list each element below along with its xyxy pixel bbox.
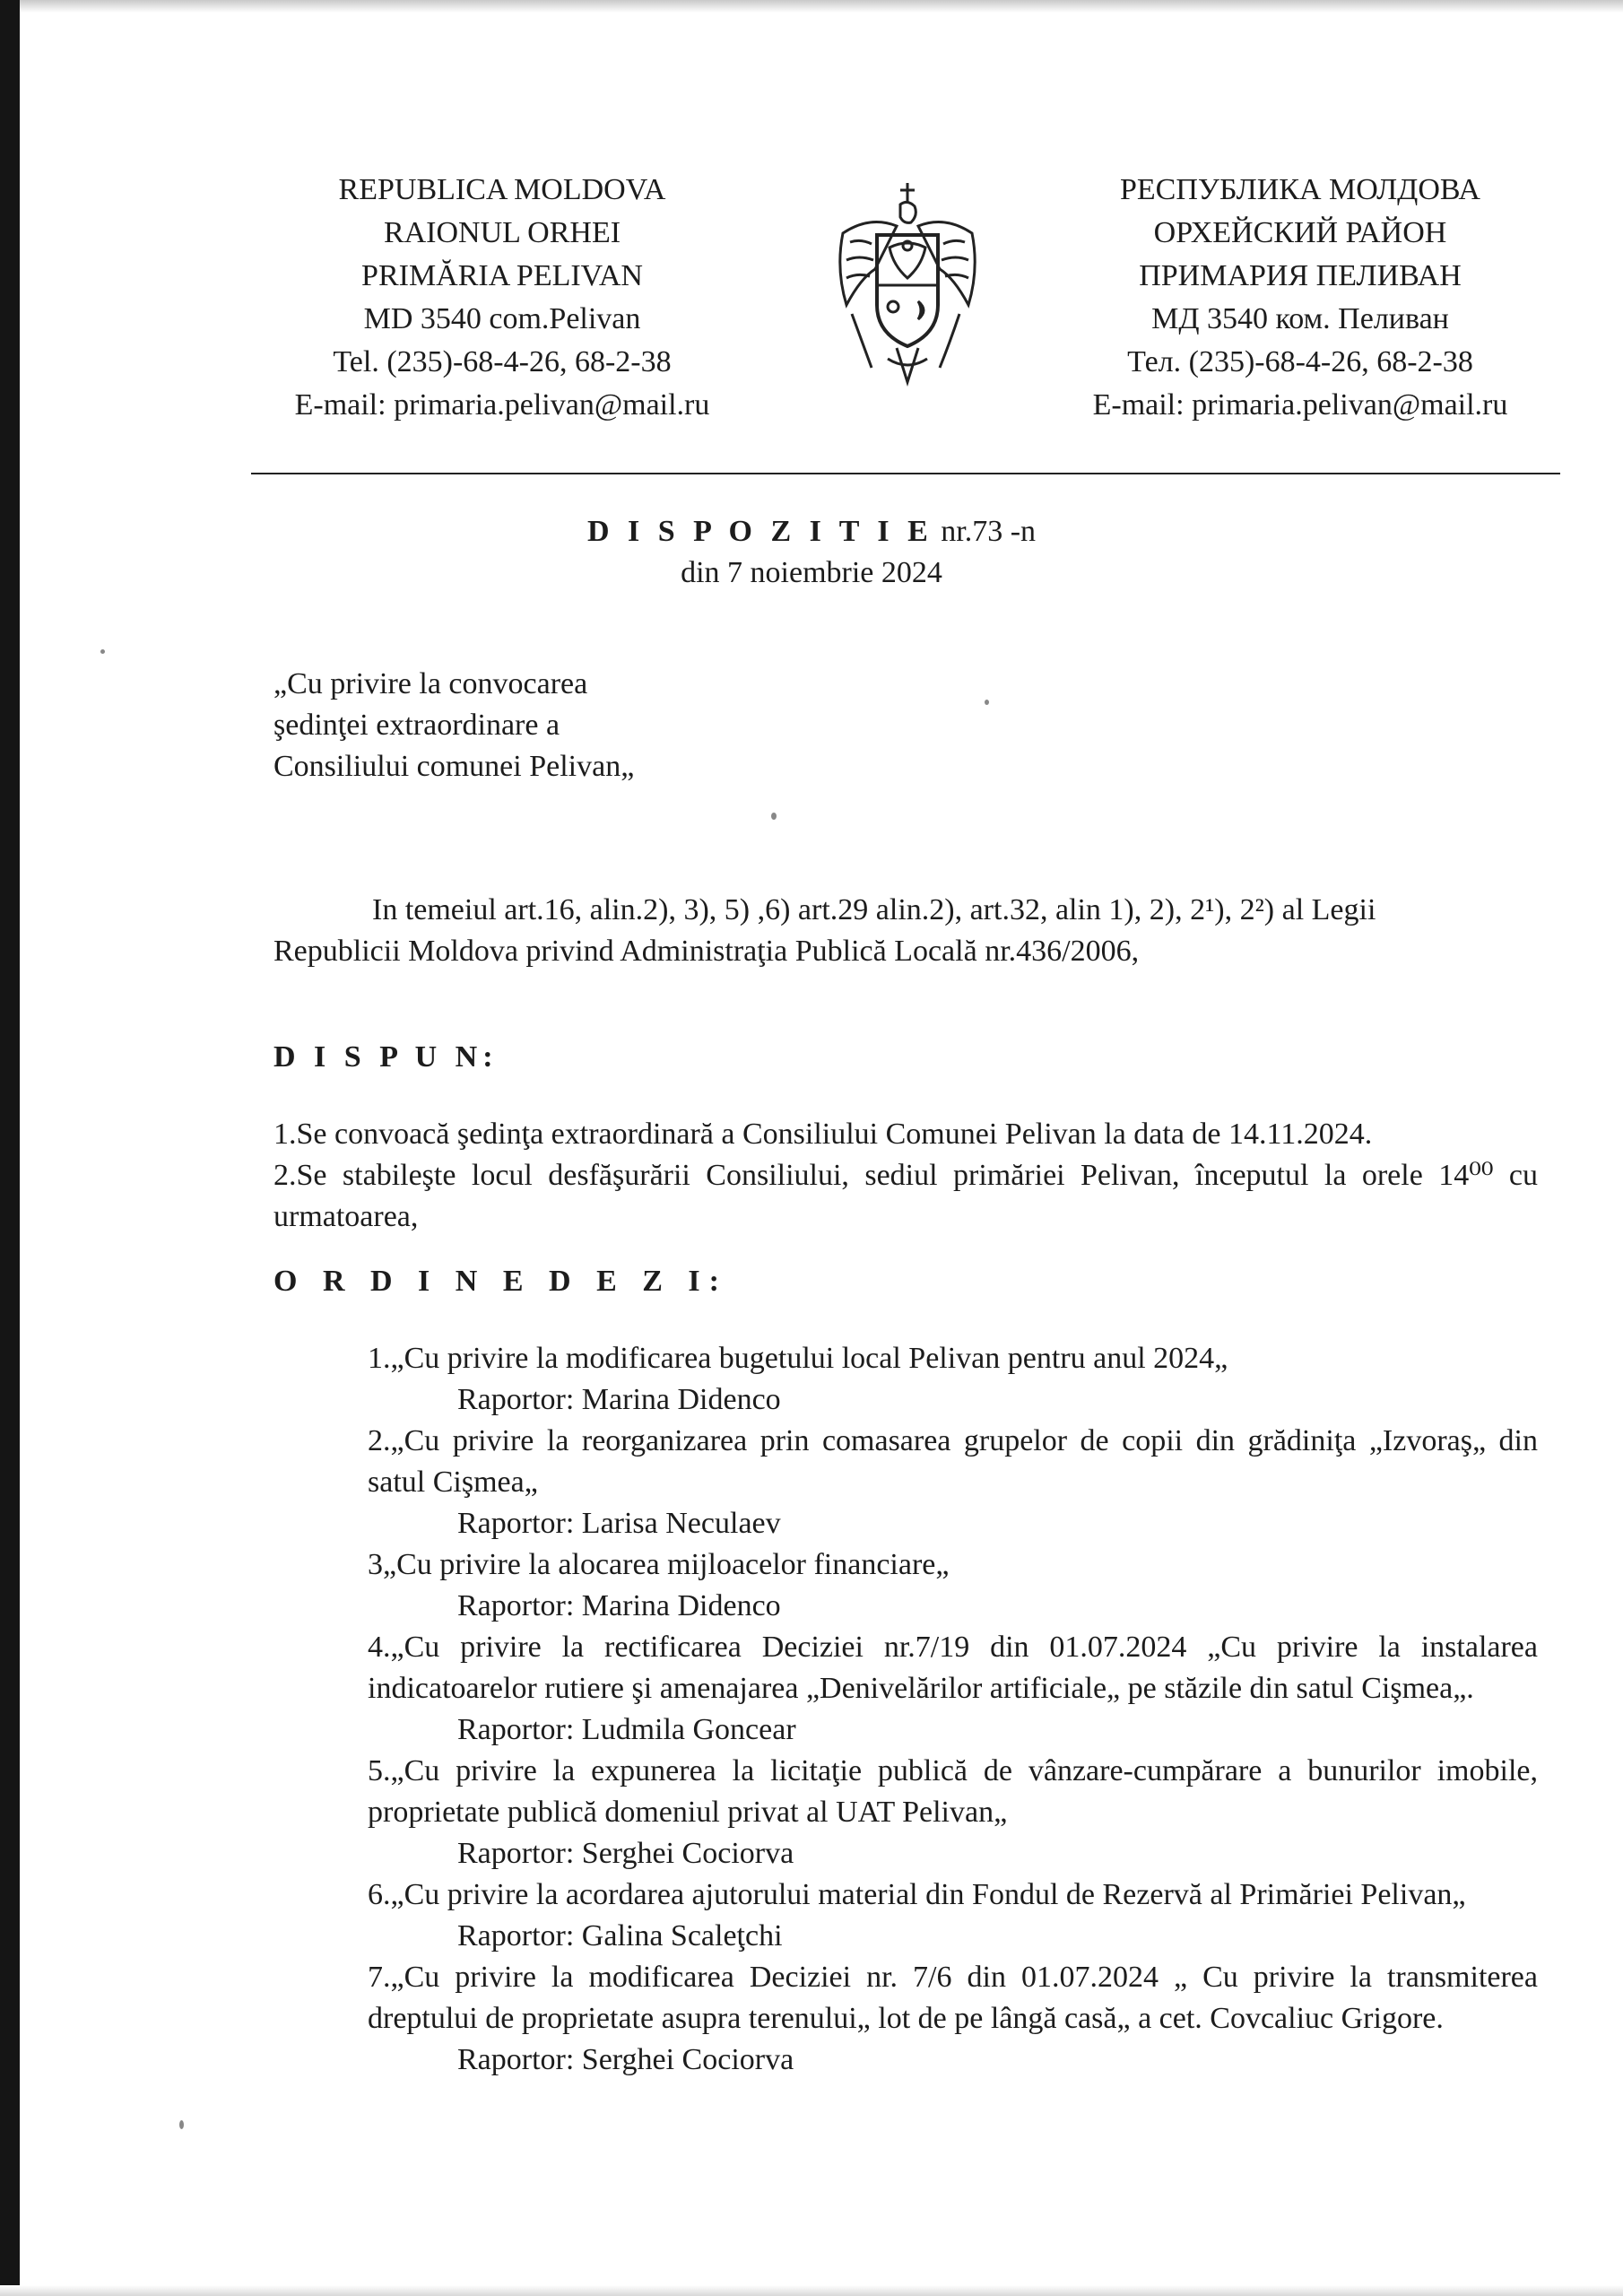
agenda-item-rapporteur: Raportor: Serghei Cociorva (457, 2043, 794, 2076)
agenda-item-text: 3„Cu privire la alocarea mijloacelor financiare„ (368, 1548, 950, 1581)
header-romanian (260, 169, 744, 427)
header-ro-line: Tel. (235)-68-4-26, 68-2-38 (333, 345, 672, 378)
header-russian (1049, 169, 1551, 427)
agenda-item-text: 5.„Cu privire la expunerea la licitaţie publică de vânzare-cumpărare a bunurilor imobile, proprietate publică domeniul privat al UAT Pelivan„ (368, 1754, 1538, 1829)
agenda-item-text: 6.„Cu privire la acordarea ajutorului material din Fondul de Rezervă al Primăriei Pelivan„ (368, 1878, 1466, 1911)
scan-speck (771, 813, 777, 820)
agenda-item (368, 1957, 1538, 2081)
header-ro-line: PRIMĂRIA PELIVAN (361, 259, 643, 292)
agenda-item (368, 1627, 1538, 1751)
scan-speck (179, 2120, 184, 2129)
dispun-heading: D I S P U N: (273, 1040, 499, 1074)
scan-border-left (0, 0, 20, 2296)
header-ru-email: E-mail: primaria.pelivan@mail.ru (1092, 388, 1508, 422)
header-ru-line: ОРХЕЙСКИЙ РАЙОН (1153, 216, 1447, 249)
header-ro-line: REPUBLICA MOLDOVA (338, 173, 666, 206)
agenda-item (368, 1751, 1538, 1874)
subject-line: „Cu privire la convocarea (273, 667, 588, 700)
header-ru-line: МД 3540 ком. Пеливан (1151, 302, 1449, 335)
agenda-item-rapporteur: Raportor: Marina Didenco (457, 1383, 781, 1416)
scan-border-bottom (0, 2285, 1623, 2296)
document-date: din 7 noiembrie 2024 (681, 556, 942, 589)
scan-speck (985, 700, 989, 705)
subject-block (273, 664, 634, 787)
agenda-item-text: 7.„Cu privire la modificarea Deciziei nr. 7/6 din 01.07.2024 „ Cu privire la transmiterea dreptului de proprietate asupra terenului„ lot de pe lângă casă„ a cet. Covcaliuc Grigore. (368, 1961, 1538, 2035)
disposition-point: 1.Se convoacă şedinţa extraordinară a Consiliului Comunei Pelivan la data de 14.11.2024. (273, 1118, 1373, 1151)
header-divider (251, 473, 1560, 474)
moldova-coat-of-arms-icon (825, 179, 991, 390)
agenda-heading: O R D I N E D E Z I: (273, 1265, 728, 1298)
title-number: nr.73 -n (933, 515, 1037, 548)
agenda-item-rapporteur: Raportor: Marina Didenco (457, 1589, 781, 1622)
header-ro-line: RAIONUL ORHEI (383, 216, 621, 249)
header-ru-line: Тел. (235)-68-4-26, 68-2-38 (1127, 345, 1473, 378)
agenda-item-rapporteur: Raportor: Larisa Neculaev (457, 1507, 781, 1540)
header-ro-email: E-mail: primaria.pelivan@mail.ru (294, 388, 710, 422)
scan-border-top (0, 0, 1623, 13)
agenda-item-rapporteur: Raportor: Ludmila Goncear (457, 1713, 796, 1746)
header-ro-line: MD 3540 com.Pelivan (363, 302, 641, 335)
legal-basis-line: Republicii Moldova privind Administraţia Publică Locală nr.436/2006, (273, 935, 1140, 968)
legal-basis-paragraph (273, 890, 1538, 972)
disposition-point: 2.Se stabileşte locul desfăşurării Consiliului, sediul primăriei Pelivan, începutul la orele 14⁰⁰ cu urmatoarea, (273, 1159, 1538, 1233)
agenda-list (368, 1338, 1538, 2081)
agenda-item-rapporteur: Raportor: Serghei Cociorva (457, 1837, 794, 1870)
subject-line: Consiliului comunei Pelivan„ (273, 750, 635, 783)
subject-line: şedinţei extraordinare a (273, 709, 560, 742)
header-ru-line: РЕСПУБЛИКА МОЛДОВА (1120, 173, 1480, 206)
agenda-item (368, 1338, 1538, 1421)
agenda-item-text: 2.„Cu privire la reorganizarea prin comasarea grupelor de copii din grădiniţa „Izvoraş„ din satul Cişmea„ (368, 1424, 1538, 1499)
scan-speck (100, 649, 105, 654)
agenda-item (368, 1544, 1538, 1627)
agenda-item (368, 1874, 1538, 1957)
header-ru-line: ПРИМАРИЯ ПЕЛИВАН (1139, 259, 1462, 292)
document-title (0, 515, 1623, 549)
agenda-item-text: 4.„Cu privire la rectificarea Deciziei nr.7/19 din 01.07.2024 „Cu privire la instalarea indicatoarelor rutiere şi amenajarea „Denivelărilor artificiale„ pe stăzile din satul Cişmea„. (368, 1631, 1538, 1705)
disposition-points (273, 1114, 1538, 1238)
agenda-item-text: 1.„Cu privire la modificarea bugetului local Pelivan pentru anul 2024„ (368, 1342, 1228, 1375)
agenda-item-rapporteur: Raportor: Galina Scaleţchi (457, 1919, 783, 1952)
agenda-item (368, 1421, 1538, 1544)
title-label: D I S P O Z I T I E (586, 515, 933, 548)
legal-basis-line: In temeiul art.16, alin.2), 3), 5) ,6) art.29 alin.2), art.32, alin 1), 2), 2¹), 2²) al Legii (372, 893, 1376, 926)
